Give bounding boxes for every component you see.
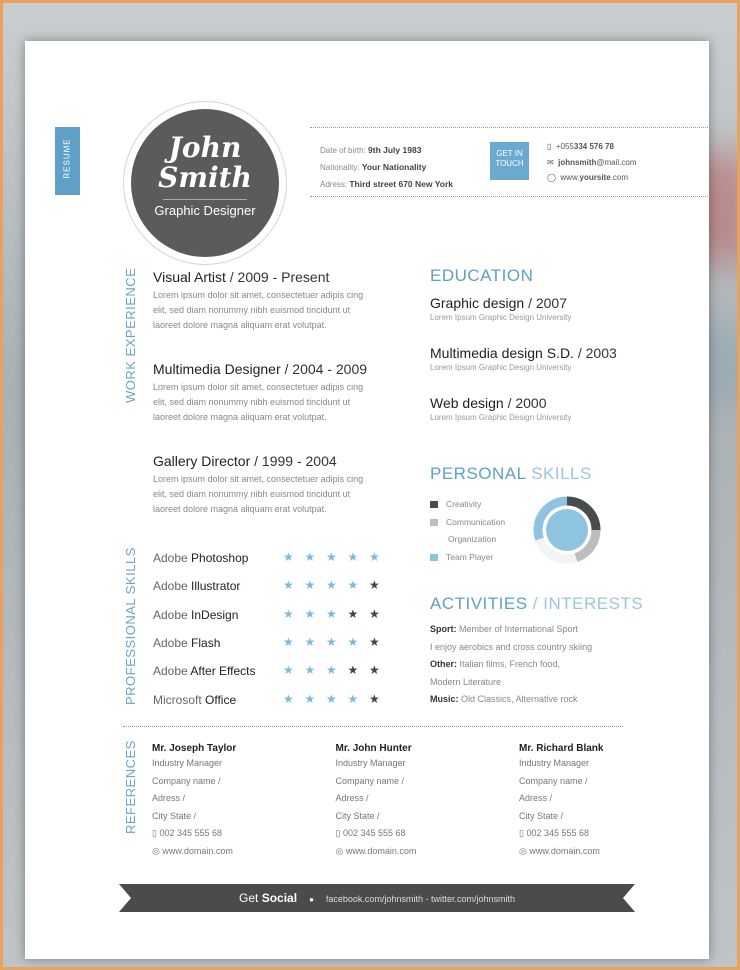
skill-row — [153, 664, 383, 684]
star-filled-icon: ★ — [347, 578, 359, 593]
reference-line: ▯ 002 345 555 68 — [519, 828, 590, 838]
star-filled-icon: ★ — [283, 578, 294, 593]
star-filled-icon: ★ — [304, 578, 316, 593]
get-in-touch-line: TOUCH — [495, 159, 524, 168]
reference-line: City State / — [519, 810, 564, 821]
globe-icon: ◯ — [547, 173, 556, 182]
phone-icon: ▯ — [547, 142, 552, 151]
activity-line: Modern Literature — [430, 676, 502, 687]
skill-row — [153, 693, 383, 713]
star-filled-icon: ★ — [304, 634, 316, 649]
star-filled-icon: ★ — [326, 663, 337, 678]
school: Lorem Ipsum Graphic Design University — [430, 363, 572, 372]
job-entry: Visual Artist / 2009 - Present Lorem ipsum dolor sit amet, consectetuer adipis cing elit, sed diam nonummy nibh euismod tincidunt ut laoreet dolore magna aliquam erat volutpat. — [153, 269, 364, 330]
reference-card — [336, 743, 417, 860]
reference-line: ◎ www.domain.com — [152, 845, 233, 856]
skill-row — [153, 579, 383, 599]
education-entry — [430, 295, 571, 322]
job-period: / 2004 - 2009 — [284, 361, 368, 377]
reference-line: Company name / — [519, 775, 588, 786]
contact-list: ▯ +055334 576 78 ✉ johnsmith@mail.com ◯ www.yoursite.com — [547, 142, 637, 182]
star-filled-icon: ★ — [283, 691, 294, 706]
reference-line: Company name / — [335, 775, 405, 786]
info-value: Your Nationality — [361, 162, 427, 172]
star-filled-icon: ★ — [283, 606, 294, 621]
legend-label: Communication — [446, 516, 506, 527]
legend-swatch — [430, 519, 438, 526]
degree: Graphic design — [430, 295, 525, 311]
activity-line: I enjoy aerobics and cross country skiing — [430, 641, 593, 652]
star-filled-icon: ★ — [347, 634, 359, 649]
phone-number: 334 576 78 — [573, 142, 614, 151]
activity-line: Music: Old Classics, Alternative rock — [430, 694, 578, 704]
references-list — [152, 743, 632, 873]
mail-icon: ✉ — [547, 157, 554, 167]
legend-label: Organization — [448, 534, 497, 544]
divider — [310, 127, 710, 128]
social-banner-text: Get Social ● facebook.com/johnsmith - twitter.com/johnsmith — [131, 884, 623, 912]
job-entry: Multimedia Designer / 2004 - 2009 Lorem ipsum dolor sit amet, consectetuer adipis cing elit, sed diam nonummy nibh euismod tincidunt ut laoreet dolore magna aliquam erat volutpat. — [153, 361, 368, 422]
job-title: Multimedia Designer — [153, 361, 281, 377]
personal-skill-item — [430, 517, 505, 527]
star-empty-icon: ★ — [369, 578, 380, 593]
skill-label: Adobe InDesign — [153, 607, 239, 622]
education-entry — [430, 395, 571, 422]
star-filled-icon: ★ — [347, 691, 359, 706]
last-name: Smith — [158, 161, 252, 194]
legend-swatch — [430, 535, 440, 544]
divider — [163, 199, 247, 200]
degree-year: / 2007 — [528, 295, 567, 311]
skill-label: Microsoft Office — [153, 692, 237, 707]
reference-line: City State / — [335, 810, 380, 821]
personal-skill-item — [430, 534, 496, 544]
star-filled-icon: ★ — [304, 663, 316, 678]
section-heading-personal-skills: PERSONAL SKILLS — [430, 464, 592, 483]
social-banner — [119, 884, 635, 912]
info-label: Date of birth — [320, 146, 364, 155]
section-heading-professional: PROFESSIONAL SKILLS — [123, 547, 138, 705]
reference-name: Mr. Joseph Taylor — [152, 743, 237, 754]
job-period: / 1999 - 2004 — [254, 453, 337, 469]
star-filled-icon: ★ — [326, 578, 337, 593]
phone-icon: ▯ — [335, 828, 343, 838]
email-user: johnsmith — [558, 157, 597, 167]
resume-page — [25, 41, 709, 959]
reference-line: Company name / — [152, 775, 221, 786]
reference-line: Industry Manager — [519, 758, 590, 768]
legend-swatch — [430, 501, 438, 508]
job-period: / 2009 - Present — [229, 269, 330, 285]
legend-swatch — [430, 554, 438, 561]
reference-line: ◎ www.domain.com — [335, 845, 417, 856]
activity-line: Sport: Member of International Sport — [430, 624, 579, 634]
personal-skill-item — [430, 499, 481, 509]
degree-year: / 2000 — [507, 395, 547, 411]
star-empty-icon: ★ — [369, 663, 380, 678]
reference-line: Adress / — [152, 793, 186, 803]
star-filled-icon: ★ — [326, 550, 337, 564]
reference-line: Adress / — [335, 793, 369, 803]
star-filled-icon: ★ — [283, 634, 294, 649]
section-heading-education: EDUCATION — [430, 266, 534, 285]
star-filled-icon: ★ — [326, 691, 337, 706]
star-empty-icon: ★ — [347, 606, 359, 621]
degree: Web design — [430, 395, 504, 411]
school: Lorem Ipsum Graphic Design University — [430, 313, 572, 322]
star-filled-icon: ★ — [304, 606, 316, 621]
skill-ratings — [153, 551, 383, 721]
section-heading-references: REFERENCES — [123, 740, 138, 834]
star-filled-icon: ★ — [283, 663, 294, 678]
reference-card — [519, 743, 603, 860]
personal-skills-donut — [530, 493, 604, 567]
globe-icon: ◎ — [152, 845, 163, 856]
info-label: Nationality — [320, 163, 358, 172]
section-heading-work: WORK EXPERIENCE — [123, 267, 138, 403]
website: yoursite — [579, 173, 611, 182]
skill-row — [153, 608, 383, 628]
skill-label: Adobe Flash — [153, 635, 221, 650]
first-name: John — [168, 131, 242, 164]
info-value: 9th July 1983 — [368, 145, 422, 155]
resume-tab-label: RESUME — [62, 138, 72, 179]
reference-line: ◎ www.domain.com — [519, 845, 600, 856]
skill-label: Adobe After Effects — [153, 664, 256, 679]
reference-line: City State / — [152, 810, 197, 821]
star-filled-icon: ★ — [304, 550, 316, 564]
phone-icon: ▯ — [519, 828, 527, 838]
job-title: Gallery Director — [153, 453, 251, 469]
personal-info: Date of birth: 9th July 1983 Nationality: Your Nationality Adress: Third street 670 New York — [320, 145, 453, 189]
skill-row — [153, 551, 383, 571]
background-frame — [3, 3, 737, 967]
banner-end — [623, 884, 635, 912]
skill-label: Adobe Photoshop — [153, 551, 249, 565]
reference-line: ▯ 002 345 555 68 — [152, 828, 223, 838]
star-filled-icon: ★ — [369, 550, 380, 564]
legend-label: Creativity — [446, 499, 482, 509]
star-empty-icon: ★ — [347, 663, 359, 678]
globe-icon: ◎ — [519, 845, 530, 856]
reference-line: Industry Manager — [152, 758, 223, 768]
reference-line: ▯ 002 345 555 68 — [335, 828, 406, 838]
reference-name: Mr. John Hunter — [335, 743, 412, 754]
globe-icon: ◎ — [335, 845, 346, 856]
star-filled-icon: ★ — [326, 634, 337, 649]
school: Lorem Ipsum Graphic Design University — [430, 413, 572, 422]
education-entry — [430, 345, 617, 372]
divider — [123, 726, 623, 727]
job-entry: Gallery Director / 1999 - 2004 Lorem ipsum dolor sit amet, consectetuer adipis cing elit, sed diam nonummy nibh euismod tincidunt ut laoreet dolore magna aliquam erat volutpat. — [153, 453, 364, 514]
get-in-touch-badge — [490, 142, 529, 180]
skill-label: Adobe Illustrator — [153, 579, 241, 594]
star-filled-icon: ★ — [347, 550, 359, 564]
phone-icon: ▯ — [152, 828, 160, 838]
skill-row — [153, 636, 383, 656]
social-links[interactable]: facebook.com/johnsmith - twitter.com/johnsmith — [325, 894, 515, 904]
banner-end — [119, 884, 131, 912]
info-value: Third street 670 New York — [349, 179, 453, 189]
legend-label: Team Player — [446, 551, 494, 562]
activity-line: Other: Italian films, French food, — [430, 659, 561, 669]
info-label: Adress — [320, 180, 345, 189]
reference-name: Mr. Richard Blank — [519, 743, 604, 754]
section-heading-activities: ACTIVITIES / INTERESTS — [430, 594, 644, 613]
resume-tab — [55, 127, 80, 195]
star-empty-icon: ★ — [369, 634, 380, 649]
get-in-touch-line: GET IN — [496, 149, 523, 158]
star-empty-icon: ★ — [369, 606, 380, 621]
star-filled-icon: ★ — [326, 606, 337, 621]
job-title: Visual Artist — [153, 269, 226, 285]
star-empty-icon: ★ — [369, 691, 380, 706]
star-filled-icon: ★ — [304, 691, 316, 706]
degree: Multimedia design S.D. — [430, 345, 574, 361]
star-filled-icon: ★ — [283, 550, 294, 564]
reference-line: Adress / — [519, 793, 553, 803]
donut-center — [546, 509, 588, 551]
social-label: Social — [261, 891, 298, 905]
degree-year: / 2003 — [577, 345, 617, 361]
job-title: Graphic Designer — [154, 203, 256, 218]
divider — [310, 196, 710, 197]
reference-card — [152, 743, 236, 860]
personal-skill-item — [430, 552, 493, 562]
activities-list — [430, 621, 592, 709]
reference-line: Industry Manager — [335, 758, 406, 768]
